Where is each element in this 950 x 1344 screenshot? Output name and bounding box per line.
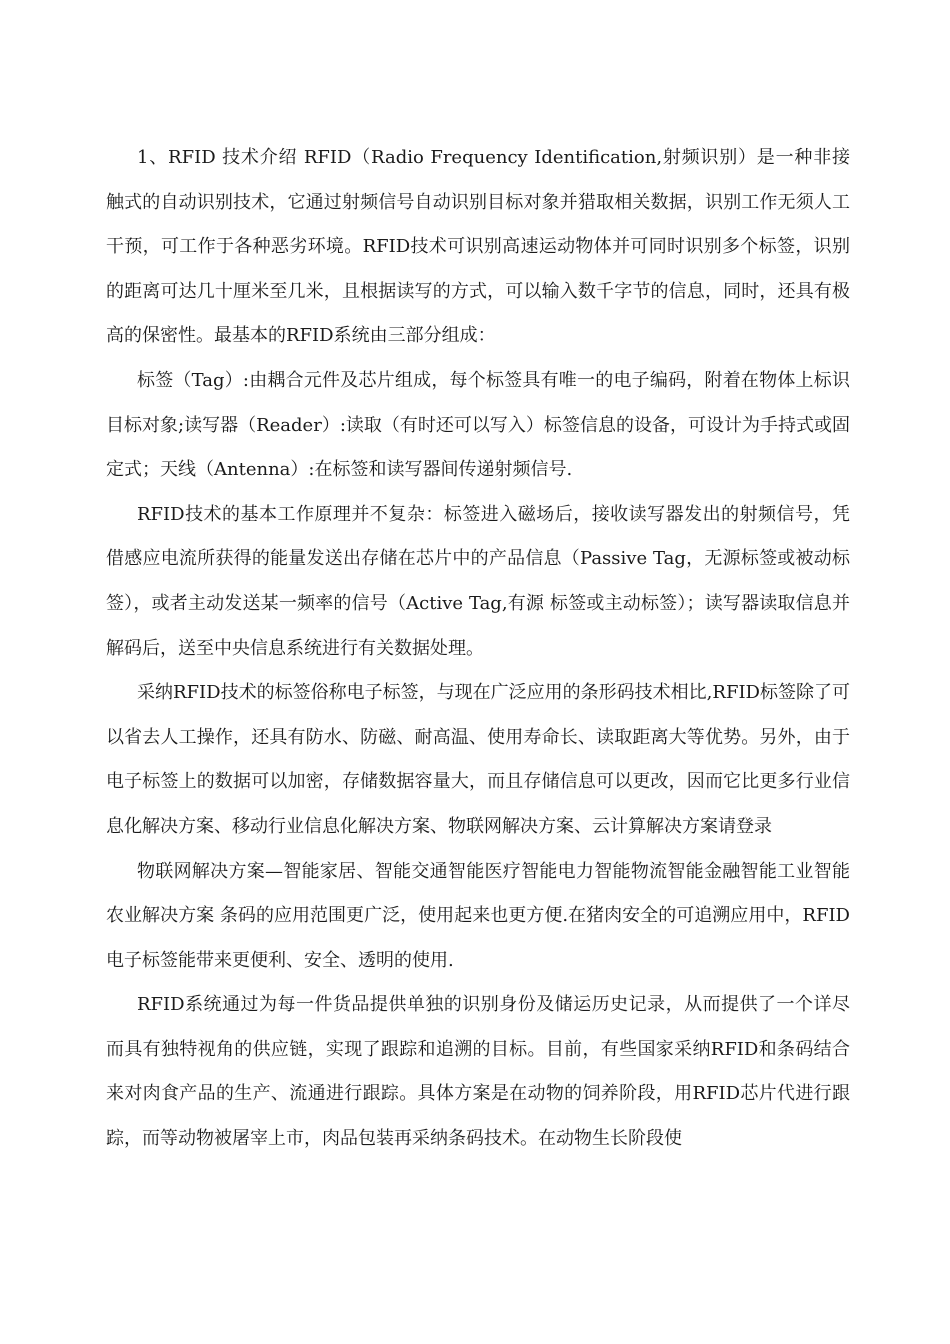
paragraph-rfid-components: 标签（Tag）:由耦合元件及芯片组成，每个标签具有唯一的电子编码，附着在物体上标识目标对象;读写器（Reader）:读取（有时还可以写入）标签信息的设备，可设计为手持式或固定式；天线（Antenna）:在标签和读写器间传递射频信号. [106,369,850,481]
document-body [106,136,850,1162]
paragraph-iot-solutions: 物联网解决方案—智能家居、智能交通智能医疗智能电力智能物流智能金融智能工业智能农业解决方案 条码的应用范围更广泛，使用起来也更方便.在猪肉安全的可追溯应用中，RFID电子标签能带来更便利、安全、透明的使用. [106,860,850,971]
paragraph-rfid-intro: 1、RFID 技术介绍 RFID（Radio Frequency Identification,射频识别）是一种非接触式的自动识别技术，它通过射频信号自动识别目标对象并猎取相关数据，识别工作无须人工干预，可工作于各种恶劣环境。RFID技术可识别高速运动物体并可同时识别多个标签，识别的距离可达几十厘米至几米，且根据读写的方式，可以输入数千字节的信息，同时，还具有极高的保密性。最基本的RFID系统由三部分组成： [106,147,850,347]
paragraph-working-principle: RFID技术的基本工作原理并不复杂：标签进入磁场后，接收读写器发出的射频信号，凭借感应电流所获得的能量发送出存储在芯片中的产品信息（Passive Tag，无源标签或被动标签），或者主动发送某一频率的信号（Active Tag,有源 标签或主动标签）；读写器读取信息并解码后，送至中央信息系统进行有关数据处理。 [106,503,850,659]
paragraph-electronic-tags: 采纳RFID技术的标签俗称电子标签，与现在广泛应用的条形码技术相比,RFID标签除了可以省去人工操作，还具有防水、防磁、耐高温、使用寿命长、读取距离大等优势。另外，由于电子标签上的数据可以加密，存储数据容量大，而且存储信息可以更改，因而它比更多行业信息化解决方案、移动行业信息化解决方案、物联网解决方案、云计算解决方案请登录 [106,682,850,837]
paragraph-supply-chain: RFID系统通过为每一件货品提供单独的识别身份及储运历史记录，从而提供了一个详尽而具有独特视角的供应链，实现了跟踪和追溯的目标。目前，有些国家采纳RFID和条码结合来对肉食产品的生产、流通进行跟踪。具体方案是在动物的饲养阶段，用RFID芯片代进行跟踪，而等动物被屠宰上市，肉品包装再采纳条码技术。在动物生长阶段使 [106,994,850,1150]
